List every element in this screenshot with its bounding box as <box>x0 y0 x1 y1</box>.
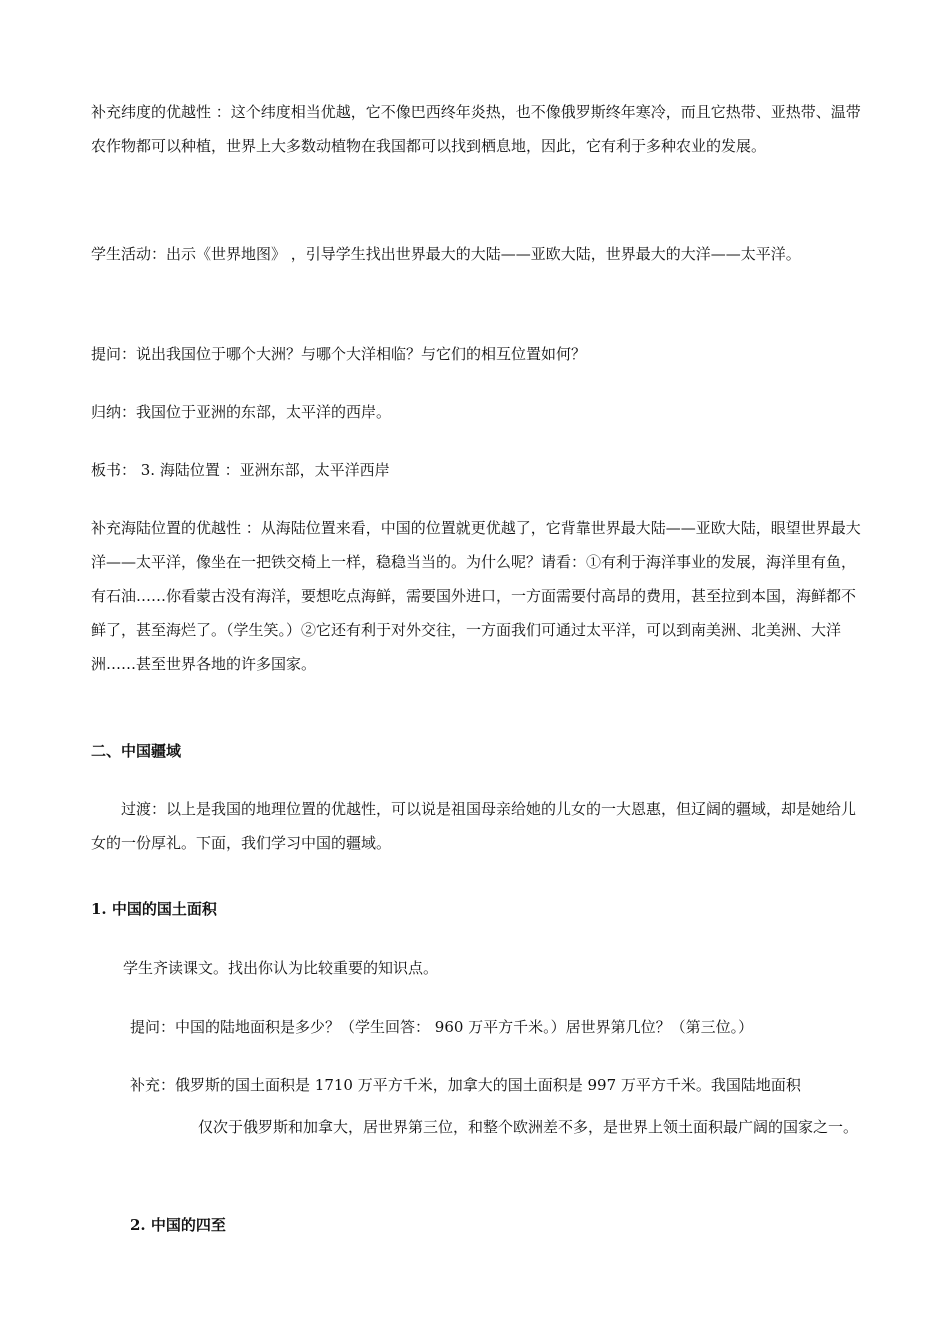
paragraph-student-activity: 学生活动：出示《世界地图》 ，引导学生找出世界最大的大陆——亚欧大陆，世界最大的大洋——太平洋。 <box>91 245 801 263</box>
subheading-land-area: 1. 中国的国土面积 <box>91 900 217 918</box>
paragraph-area-supplement: 补充：俄罗斯的国土面积是 1710 万平方千米，加拿大的国土面积是 997 万平方千米。我国陆地面积 <box>130 1076 801 1094</box>
paragraph-transition: 过渡：以上是我国的地理位置的优越性，可以说是祖国母亲给她的儿女的一大恩惠，但辽阔的疆域，却是她给儿女的一份厚礼。下面，我们学习中国的疆域。 <box>91 800 857 852</box>
paragraph-board-note: 板书： 3. 海陆位置 ：亚洲东部，太平洋西岸 <box>91 461 390 479</box>
paragraph-summary: 归纳：我国位于亚洲的东部，太平洋的西岸。 <box>91 403 392 421</box>
paragraph-reading: 学生齐读课文。找出你认为比较重要的知识点。 <box>123 959 439 977</box>
paragraph-area-supplement-cont: 仅次于俄罗斯和加拿大，居世界第三位，和整个欧洲差不多，是世界上领土面积最广阔的国家之一。 <box>198 1118 859 1136</box>
subheading-four-extremes: 2. 中国的四至 <box>130 1216 226 1234</box>
section-heading-territory: 二、中国疆域 <box>91 742 182 760</box>
paragraph-latitude-advantage: 补充纬度的优越性 ：这个纬度相当优越，它不像巴西终年炎热，也不像俄罗斯终年寒冷，而且它热带、亚热带、温带农作物都可以种植，世界上大多数动植物在我国都可以找到栖息地，因此，它有利于多种农业的发展。 <box>91 103 861 155</box>
paragraph-area-question: 提问：中国的陆地面积是多少？（学生回答： 960 万平方千米。）居世界第几位？（第三位。） <box>130 1018 754 1036</box>
paragraph-sea-land-advantage: 补充海陆位置的优越性 ：从海陆位置来看，中国的位置就更优越了，它背靠世界最大陆——亚欧大陆，眼望世界最大洋——太平洋，像坐在一把铁交椅上一样，稳稳当当的。为什么呢？请看：①有利于海洋事业的发展，海洋里有鱼，有石油……你看蒙古没有海洋，要想吃点海鲜，需要国外进口，一方面需要付高昂的费用，甚至拉到本国，海鲜都不鲜了，甚至海烂了。（学生笑。）②它还有利于对外交往，一方面我们可通过太平洋，可以到南美洲、北美洲、大洋洲……甚至世界各地的许多国家。 <box>91 519 861 673</box>
paragraph-question: 提问：说出我国位于哪个大洲？与哪个大洋相临？与它们的相互位置如何？ <box>91 345 587 363</box>
